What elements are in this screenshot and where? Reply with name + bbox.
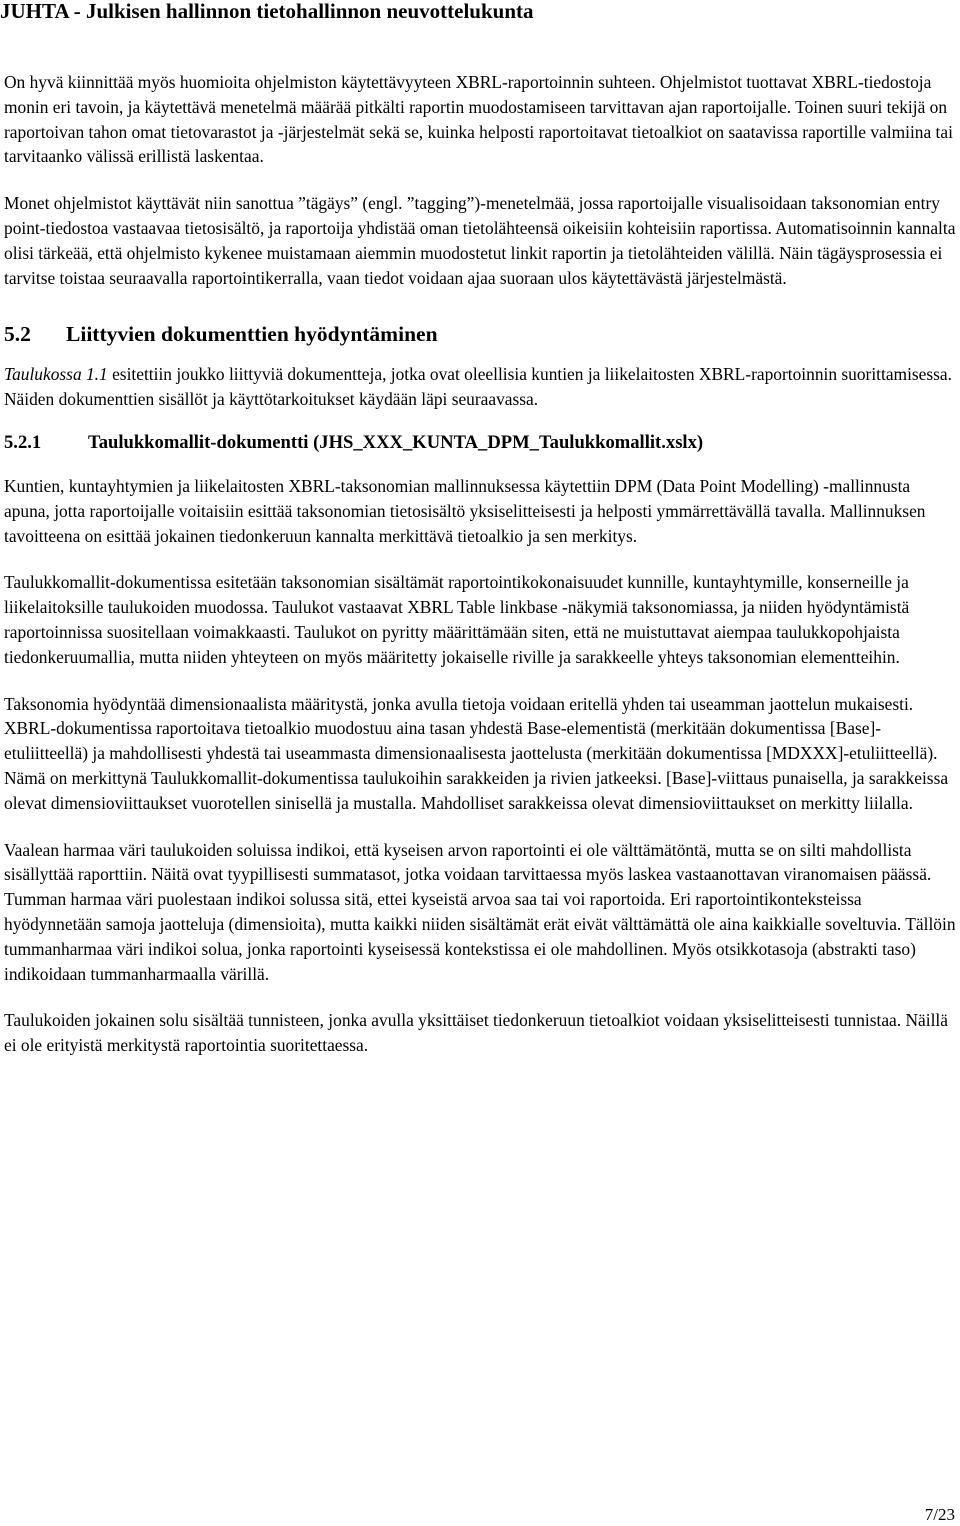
- dpm-paragraph: Kuntien, kuntayhtymien ja liikelaitosten XBRL-taksonomian mallinnuksessa käytettiin DPM (Data Point Modelling) -mallinnusta apuna, jotta raportoijalle voitaisiin esittää taksonomian tietosisältö yksiselitteisesti ja helposti ymmärrettävällä tavalla. Mallinnuksen tavoitteena on esittää jokainen tiedonkeruun kannalta merkittävä tietoalkio ja sen merkitys.: [4, 475, 926, 546]
- document-body: [4, 70, 956, 1058]
- intro-paragraph: On hyvä kiinnittää myös huomioita ohjelmiston käytettävyyteen XBRL-raportoinnin suhteen. Ohjelmistot tuottavat XBRL-tiedostoja monin eri tavoin, ja käytettävä menetelmä määrää pitkälti raportin muodostamiseen tarvittavan ajan raportoijalle. Toinen suuri tekijä on raportoivan tahon omat tietovarastot ja -järjestelmät sekä se, kuinka helposti raportoitavat tietoalkiot on saatavissa raportille valmiina tai tarvitaanko välissä erillistä laskentaa.: [4, 72, 953, 167]
- section-5-2-paragraph: [4, 362, 956, 412]
- section-5-2-1-number: 5.2.1: [4, 431, 42, 453]
- table-reference-link[interactable]: Taulukossa 1.1: [4, 364, 108, 385]
- section-5-2-number: 5.2: [4, 322, 31, 347]
- section-5-2-paragraph-text: esitettiin joukko liittyviä dokumentteja, jotka ovat oleellisia kuntien ja liikelaitosten XBRL-raportoinnin suorittamisessa. Näiden dokumenttien sisällöt ja käyttötarkoitukset käydään läpi seuraavassa.: [4, 364, 952, 410]
- section-5-2-1-heading: [4, 431, 956, 455]
- section-5-2-1-title: Taulukkomallit-dokumentti (JHS_XXX_KUNTA_DPM_Taulukkomallit.xslx): [88, 431, 704, 453]
- taulukkomallit-paragraph: Taulukkomallit-dokumentissa esitetään taksonomian sisältämät raportointikokonaisuudet kunnille, kuntayhtymille, konserneille ja liikelaitoksille taulukoiden muodossa. Taulukot vastaavat XBRL Table linkbase -näkymiä taksonomiassa, ja niiden hyödyntämistä raportoinnissa suositellaan voimakkaasti. Taulukot on pyritty määrittämään siten, että ne muistuttavat aiempaa taulukkopohjaista tiedonkeruumallia, mutta niiden yhteyteen on myös määritetty jokaiselle riville ja sarakkeelle yhteys taksonomian elementteihin.: [4, 572, 910, 667]
- cell-color-paragraph: Vaalean harmaa väri taulukoiden soluissa indikoi, että kyseisen arvon raportointi ei ole välttämätöntä, mutta se on silti mahdollista sisällyttää raporttiin. Näitä ovat tyypillisesti summatasot, jotka voidaan tarvittaessa myös laskea vastaanottavan viranomaisen päässä. Tumman harmaa väri puolestaan indikoi solussa sitä, ettei kyseistä arvoa saa tai voi raportoida. Eri raportointikonteksteissa hyödynnetään samoja jaotteluja (dimensioita), mutta kaikki niiden sisältämät erät eivät välttämättä ole aina kaikkialle soveltuvia. Tällöin tummanharmaa väri indikoi solua, jonka raportointi kyseisessä kontekstissa ei ole mahdollinen. Myös otsikkotasoja (abstrakti taso) indikoidaan tummanharmaalla värillä.: [4, 839, 956, 984]
- page-number: 7/23: [924, 1505, 955, 1524]
- page-header-title: JUHTA - Julkisen hallinnon tietohallinnon neuvottelukunta: [0, 0, 534, 23]
- cell-identifier-paragraph: Taulukoiden jokainen solu sisältää tunnisteen, jonka avulla yksittäiset tiedonkeruun tietoalkiot voidaan yksiselitteisesti tunnistaa. Näillä ei ole erityistä merkitystä raportointia suoritettaessa.: [4, 1010, 948, 1056]
- section-5-2-title: Liittyvien dokumenttien hyödyntäminen: [66, 322, 438, 347]
- dimension-paragraph: Taksonomia hyödyntää dimensionaalista määritystä, jonka avulla tietoja voidaan eritellä yhden tai useamman jaottelun mukaisesti. XBRL-dokumentissa raportoitava tietoalkio muodostuu aina tasan yhdestä Base-elementistä (merkitään dokumentissa [Base]-etuliitteellä) ja mahdollisesti yhdestä tai useammasta dimensionaalisesta jaottelusta (merkitään dokumentissa [MDXXX]-etuliitteellä). Nämä on merkittynä Taulukkomallit-dokumentissa taulukoihin sarakkeiden ja rivien jatkeeksi. [Base]-viittaus punaisella, ja sarakkeissa olevat dimensioviittaukset vuorotellen sinisellä ja mustalla. Mahdolliset sarakkeissa olevat dimensioviittaukset on merkitty liilalla.: [4, 693, 949, 813]
- section-5-2-heading: [4, 321, 956, 347]
- tagging-paragraph: Monet ohjelmistot käyttävät niin sanottua ”tägäys” (engl. ”tagging”)-menetelmää, jossa raportoijalle visualisoidaan taksonomian entry point-tiedostoa vastaavaa tietosisältö, ja raportoija yhdistää oman tietolähteensä oikeisiin kohteisiin raportissa. Automatisoinnin kannalta olisi tärkeää, että ohjelmisto kykenee muistamaan aiemmin muodostetut linkit raportin ja tietolähteiden välillä. Näin tägäysprosessia ei tarvitse toistaa seuraavalla raportointikerralla, vaan tiedot voidaan ajaa suoraan ulos käytettävästä järjestelmästä.: [4, 193, 956, 288]
